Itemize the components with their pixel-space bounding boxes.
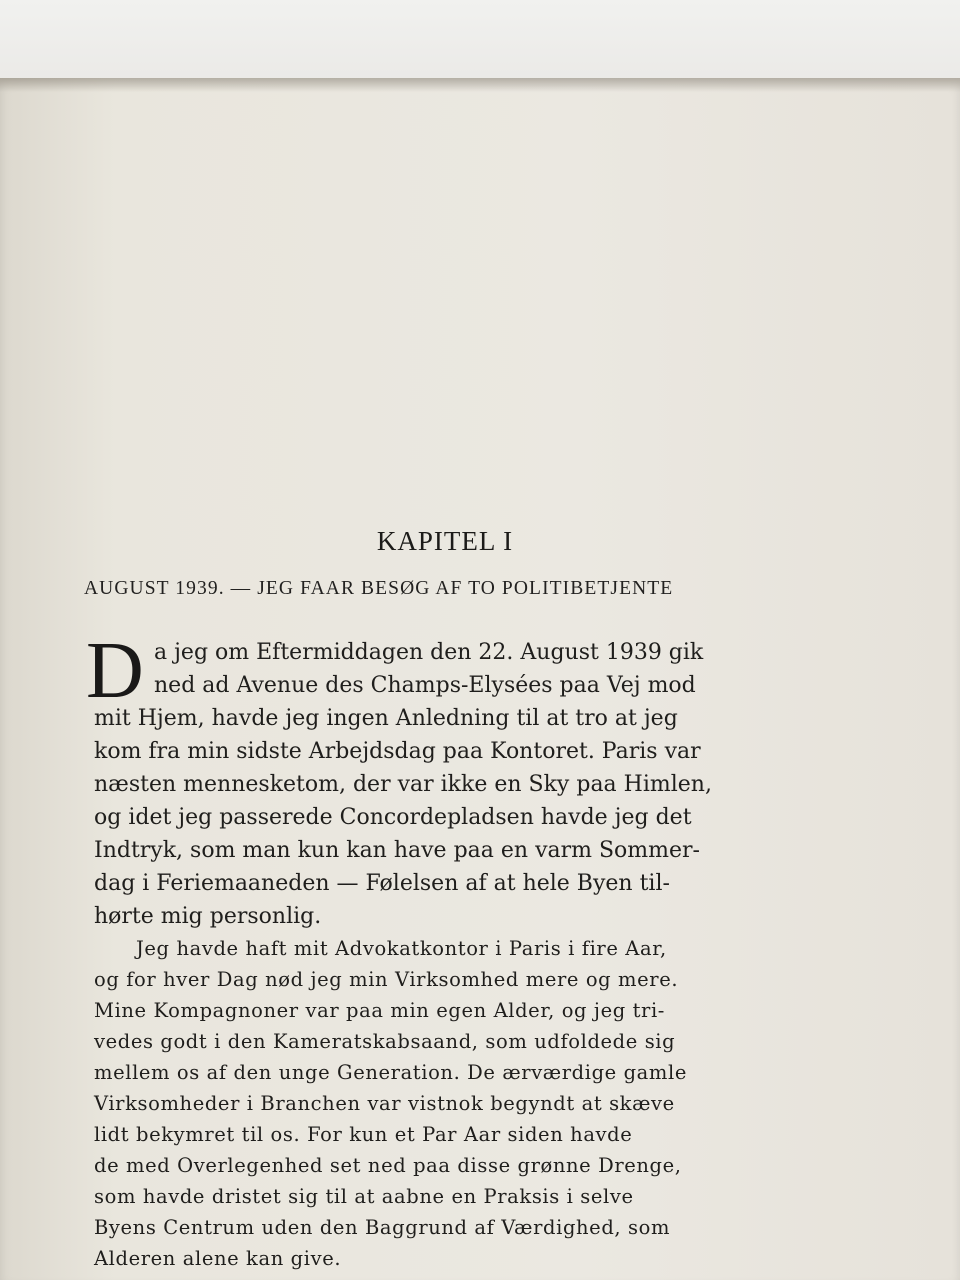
paragraph-line: a jeg om Eftermiddagen den 22. August 1939 gik: [154, 640, 704, 665]
paragraph-line: kom fra min sidste Arbejdsdag paa Kontoret. Paris var: [94, 739, 701, 764]
paragraph-line: Jeg havde haft mit Advokatkontor i Paris i fire Aar,: [136, 937, 667, 960]
paragraph-line: hørte mig personlig.: [94, 904, 322, 929]
paragraph-line: som havde dristet sig til at aabne en Praksis i selve: [94, 1185, 634, 1208]
paragraph-line: lidt bekymret til os. For kun et Par Aar siden havde: [94, 1123, 633, 1146]
drop-cap-letter: D: [86, 627, 144, 715]
paragraph-line: og for hver Dag nød jeg min Virksomhed mere og mere.: [94, 968, 679, 991]
chapter-title: KAPITEL I: [376, 526, 514, 556]
paragraph-line: og idet jeg passerede Concordepladsen havde jeg det: [94, 805, 692, 830]
paragraph-line: næsten mennesketom, der var ikke en Sky paa Himlen,: [94, 772, 712, 797]
paragraph-line: Indtryk, som man kun kan have paa en varm Sommer-: [94, 838, 700, 863]
paragraph-line: mit Hjem, havde jeg ingen Anledning til at tro at jeg: [94, 706, 678, 731]
paragraph-line: Mine Kompagnoner var paa min egen Alder, og jeg tri-: [94, 999, 665, 1022]
page-top-edge: [0, 78, 960, 92]
paragraph-line: ned ad Avenue des Champs-Elysées paa Vej mod: [154, 673, 696, 698]
paragraph-line: dag i Feriemaaneden — Følelsen af at hele Byen til-: [94, 871, 670, 896]
paragraph-2: [94, 933, 814, 1274]
paragraph-line: vedes godt i den Kameratskabsaand, som udfoldede sig: [94, 1030, 676, 1053]
paragraph-line: Alderen alene kan give.: [94, 1247, 342, 1270]
paragraph-1: [86, 627, 814, 933]
chapter-subtitle: AUGUST 1939. — JEG FAAR BESØG AF TO POLITIBETJENTE: [84, 578, 674, 599]
paragraph-line: Virksomheder i Branchen var vistnok begyndt at skæve: [94, 1092, 675, 1115]
paragraph-line: de med Overlegenhed set ned paa disse grønne Drenge,: [94, 1154, 682, 1177]
paragraph-line: mellem os af den unge Generation. De ærværdige gamle: [94, 1061, 687, 1084]
body-text: [86, 627, 814, 1274]
paragraph-line: Byens Centrum uden den Baggrund af Værdighed, som: [94, 1216, 671, 1239]
